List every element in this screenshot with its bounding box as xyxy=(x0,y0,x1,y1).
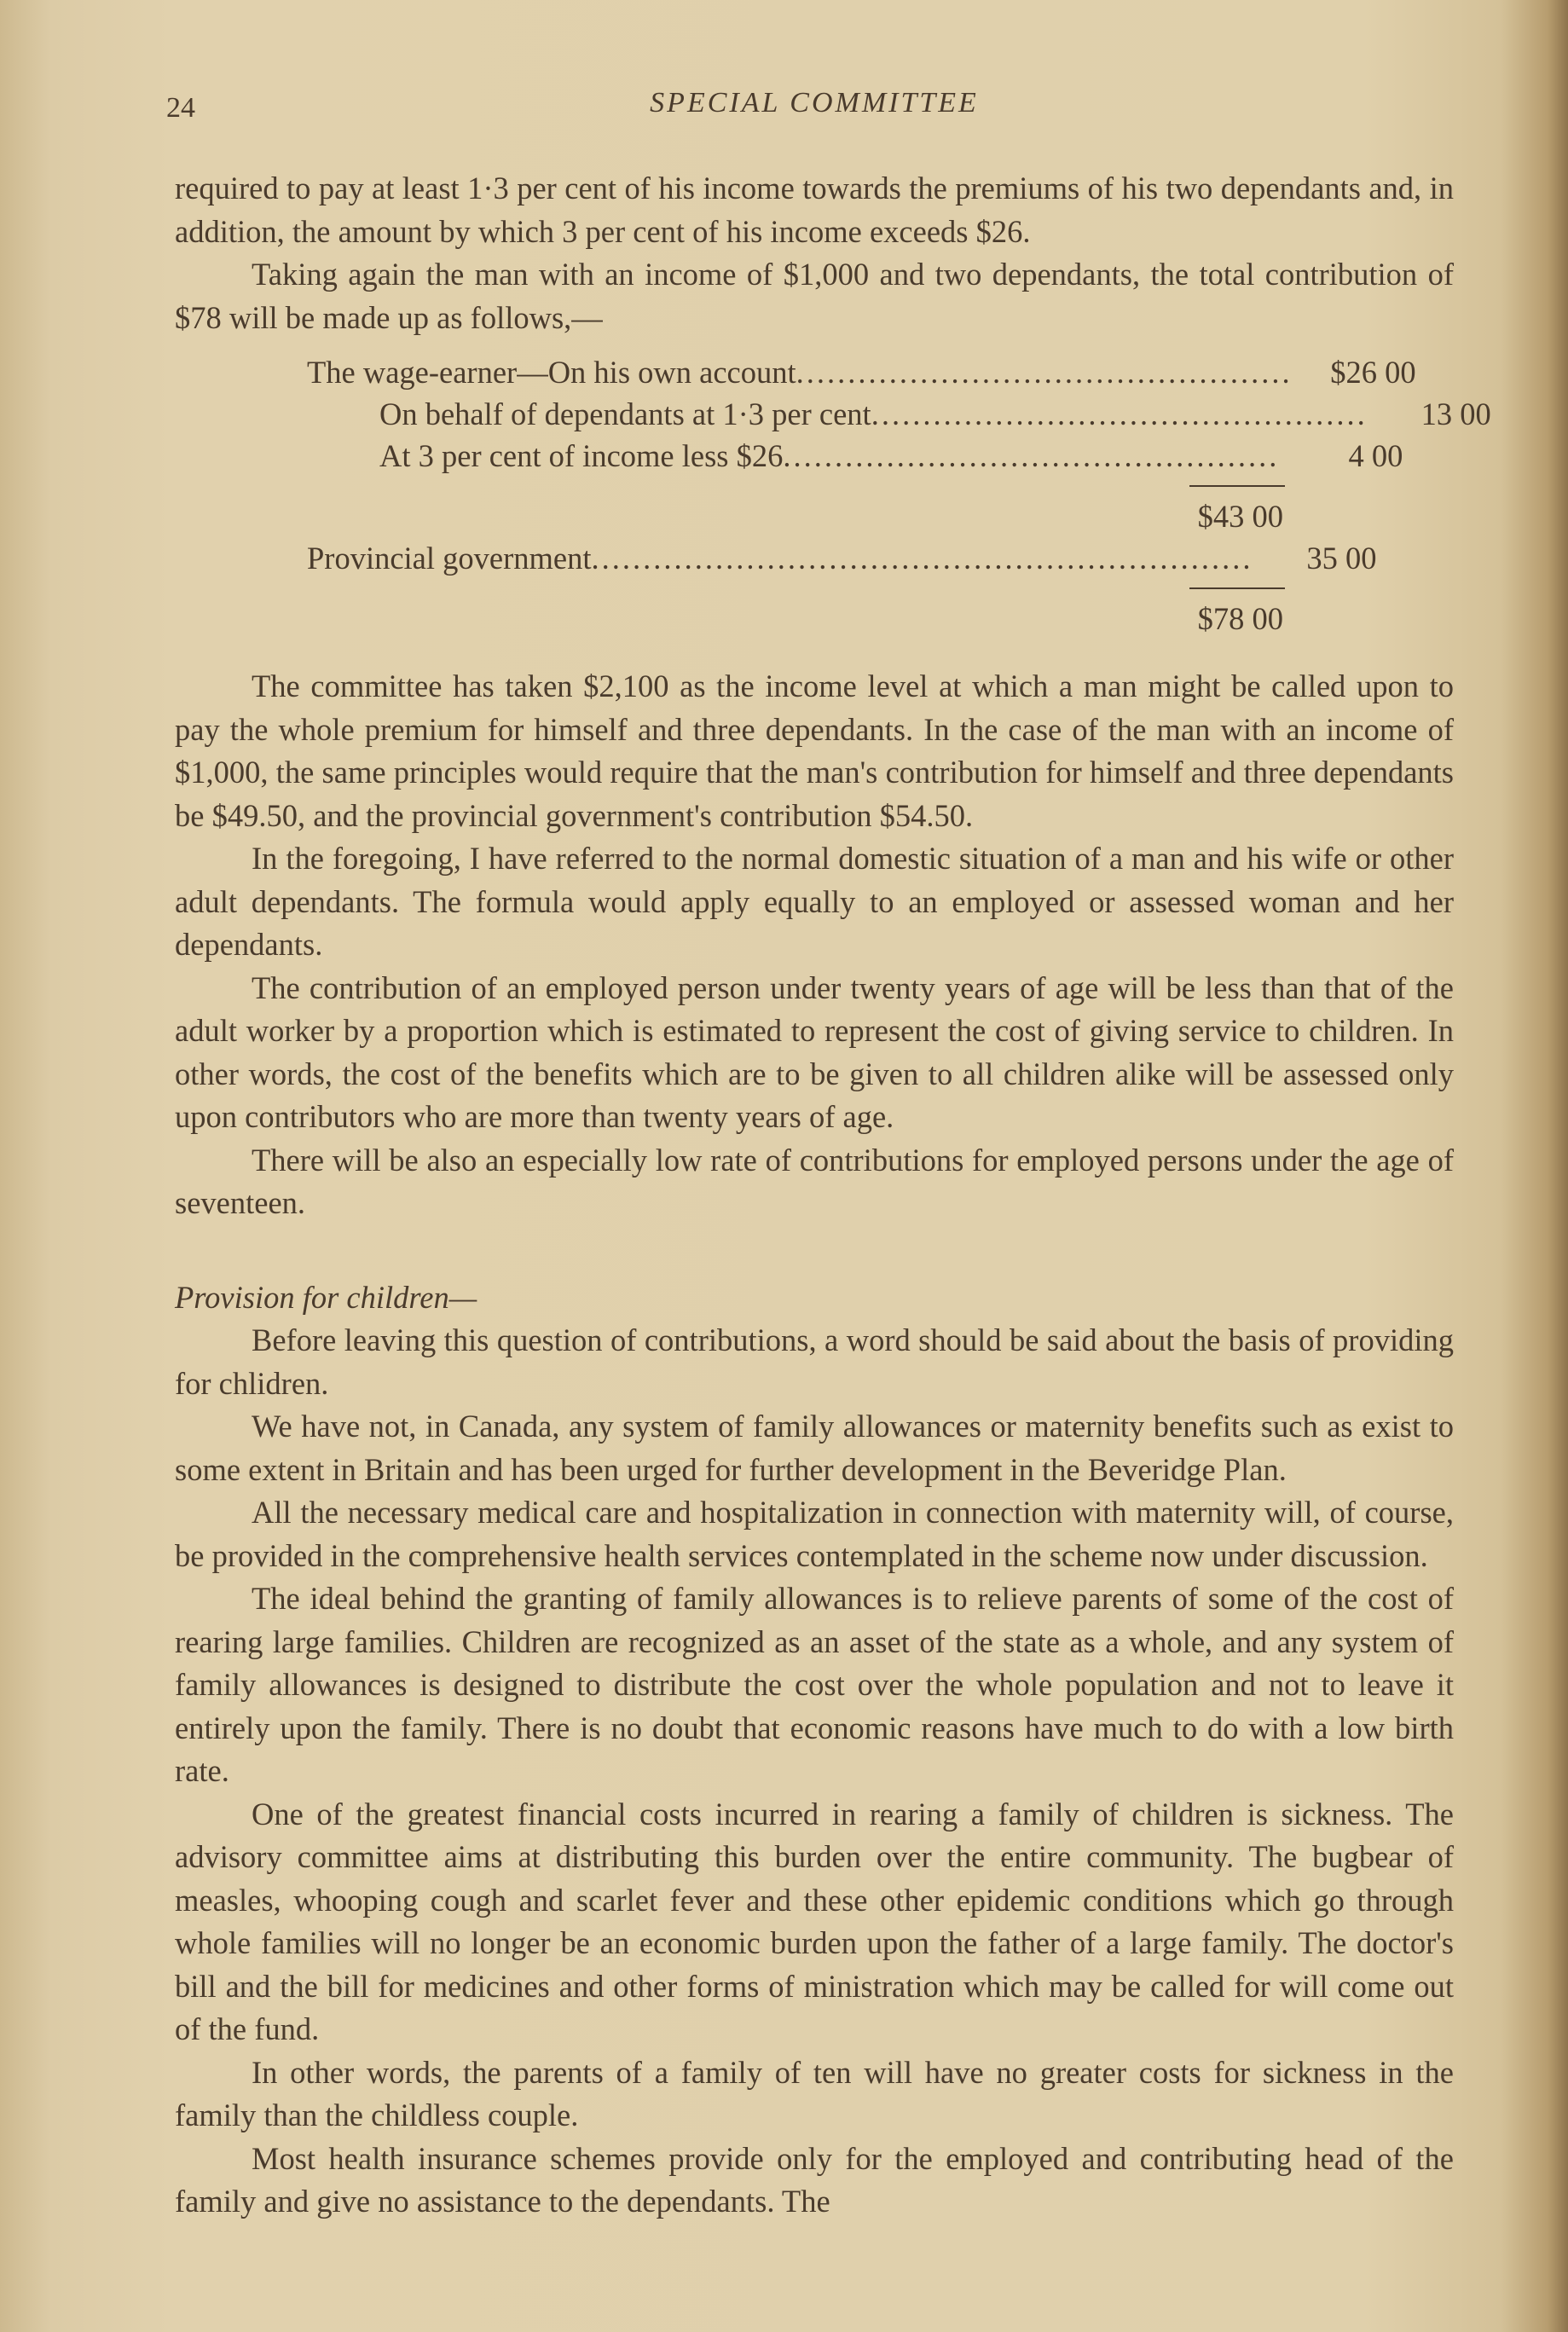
table-row xyxy=(175,435,1454,477)
subtotal-row xyxy=(175,495,1454,537)
table-row xyxy=(175,393,1491,435)
row-amount: 4 00 xyxy=(1348,438,1403,473)
paragraph: One of the greatest financial costs incurred in rearing a family of children is sickness. The advisory committee aims at distributing this burden over the entire community. The bugbear of measles, whooping cough and scarlet fever and these other epidemic conditions which go through whole families will no longer be an economic burden upon the father of a large family. The doctor's bill and the bill for medicines and other forms of ministration which may be called for will come out of the fund. xyxy=(175,1796,1454,2046)
row-amount: 35 00 xyxy=(1306,541,1377,576)
body-text xyxy=(175,167,1491,2224)
paragraph: There will be also an especially low rate of contributions for employed persons under the age of seventeen. xyxy=(175,1142,1454,1220)
row-label: Provincial government................................................................ xyxy=(307,541,1253,576)
total-row xyxy=(175,598,1454,639)
row-label: At 3 per cent of income less $26................................................ xyxy=(379,438,1280,473)
paragraph: We have not, in Canada, any system of family allowances or maternity benefits such as exist to some extent in Britain and has been urged for further development in the Beveridge Plan. xyxy=(175,1409,1454,1487)
total-amount: $78 00 xyxy=(1197,601,1283,636)
contribution-table xyxy=(175,351,1491,639)
paragraph: In other words, the parents of a family of ten will have no greater costs for sickness in the family than the childless couple. xyxy=(175,2054,1454,2132)
section-heading: Provision for children— xyxy=(175,1279,477,1315)
page-header xyxy=(166,87,1462,135)
table-row xyxy=(175,351,1454,393)
paragraph: The contribution of an employed person under twenty years of age will be less than that of the adult worker by a proportion which is estimated to represent the cost of giving service to children. In other words, the cost of the benefits which are to be given to all children alike will be assessed only upon contributors who are more than twenty years of age. xyxy=(175,969,1454,1134)
subtotal-amount: $43 00 xyxy=(1197,499,1283,534)
row-amount: $26 00 xyxy=(1330,355,1416,390)
paragraph: The ideal behind the granting of family allowances is to relieve parents of some of the cost of rearing large families. Children are recognized as an asset of the state as a whole, and any system of family allowances is designed to distribute the cost over the whole population and not to leave it entirely upon the family. There is no doubt that economic reasons have much to do with a low birth rate. xyxy=(175,1581,1454,1788)
paragraph: In the foregoing, I have referred to the normal domestic situation of a man and his wife or other adult dependants. The formula would apply equally to an employed or assessed woman and her dependants. xyxy=(175,841,1454,962)
table-row xyxy=(175,537,1454,579)
paragraph: All the necessary medical care and hospitalization in connection with maternity will, of course, be provided in the comprehensive health services contemplated in the scheme now under discussion. xyxy=(175,1495,1454,1573)
row-label: The wage-earner—On his own account................................................ xyxy=(307,355,1293,390)
row-amount: 13 00 xyxy=(1420,396,1491,431)
sum-rule xyxy=(1189,485,1285,487)
paragraph: Taking again the man with an income of $1,000 and two dependants, the total contribution of $78 will be made up as follows,— xyxy=(175,257,1454,335)
sum-rule xyxy=(1189,587,1285,589)
row-label: On behalf of dependants at 1·3 per cent................................................ xyxy=(379,396,1368,431)
paragraph: The committee has taken $2,100 as the income level at which a man might be called upon to pay the whole premium for himself and three dependants. In the case of the man with an income of $1,000, the same principles would require that the man's contribution for himself and three dependants be $49.50, and the provincial government's contribution $54.50. xyxy=(175,668,1454,833)
paragraph: required to pay at least 1·3 per cent of his income towards the premiums of his two dependants and, in addition, the amount by which 3 per cent of his income exceeds $26. xyxy=(175,171,1454,249)
paragraph: Most health insurance schemes provide only for the employed and contributing head of the family and give no assistance to the dependants. The xyxy=(175,2140,1454,2219)
running-head: SPECIAL COMMITTEE xyxy=(650,87,979,119)
page-number: 24 xyxy=(166,92,195,124)
paragraph: Before leaving this question of contributions, a word should be said about the basis of providing for chlidren. xyxy=(175,1322,1454,1401)
